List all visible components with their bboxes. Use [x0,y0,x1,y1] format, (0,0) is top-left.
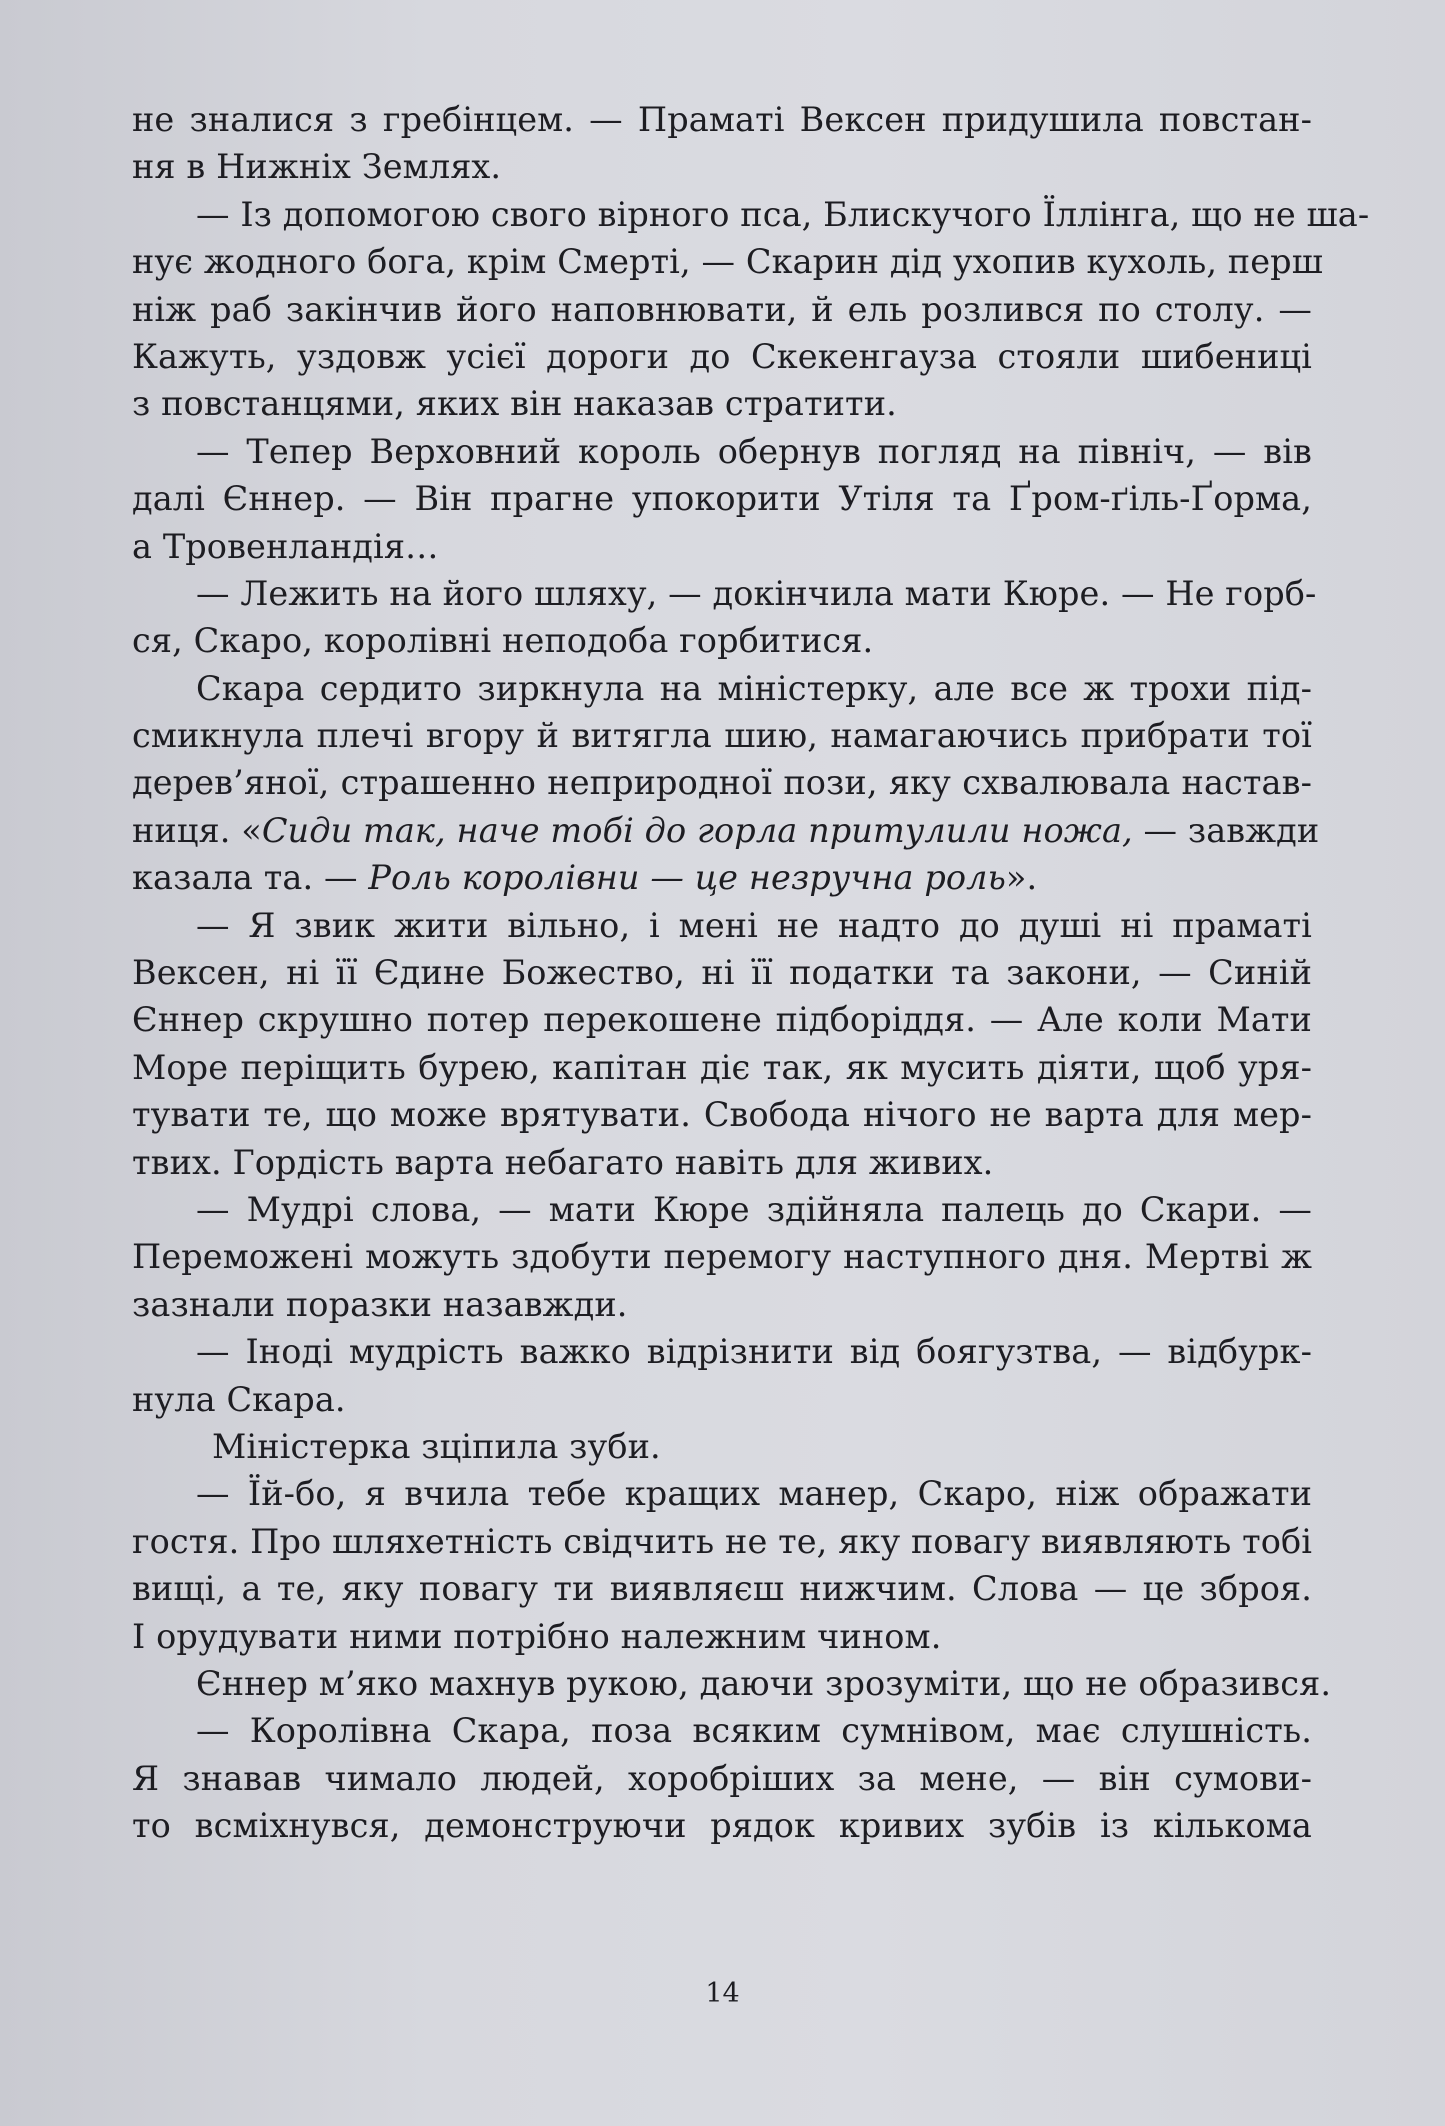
text-segment: — завжди [1132,810,1320,850]
text-line: — Лежить на його шляху, — докінчила мати Кюре. — Не горб- [196,573,1317,613]
text-line: — Мудрі слова, — мати Кюре здійняла палець до Скари. — [196,1189,1312,1229]
text-line: ня в Нижніх Землях. [132,147,502,187]
text-line [132,854,1312,901]
text-line: гостя. Про шляхетність свідчить не те, яку повагу виявляють тобі [132,1521,1313,1561]
text-line: ніж раб закінчив його наповнювати, й ель розлився по столу. — [132,289,1312,329]
body-text [132,96,1370,1849]
text-line: тувати те, що може врятувати. Свобода нічого не варта для мер- [132,1095,1312,1135]
text-line: — Іноді мудрість важко відрізнити від боягузтва, — відбурк- [196,1332,1312,1372]
text-line: — Із допомогою свого вірного пса, Блискучого Їллінга, що не ша- [196,194,1370,234]
text-line: Переможені можуть здобути перемогу наступного дня. Мертві ж [132,1237,1312,1277]
text-line: Єннер скрушно потер перекошене підборіддя. — Але коли Мати [132,1000,1312,1040]
text-line: з повстанцями, яких він наказав стратити. [132,384,897,424]
text-line: не зналися з гребінцем. — Праматі Вексен придушила повстан- [132,100,1312,139]
text-line: смикнула плечі вгору й витягла шию, намагаючись прибрати тої [132,716,1312,756]
text-line: Міністерка зціпила зуби. [212,1426,661,1466]
text-segment: ». [1005,858,1038,898]
text-line: — Їй-бо, я вчила тебе кращих манер, Скаро, ніж ображати [196,1474,1312,1514]
text-line: — Я звик жити вільно, і мені не надто до душі ні праматі [196,905,1312,945]
text-line: то всміхнувся, демонструючи рядок кривих зубів із кількома [132,1806,1312,1846]
text-line: далі Єннер. — Він прагне упокорити Утіля та Ґром-ґіль-Ґорма, [132,479,1312,519]
text-line: Я знавав чимало людей, хоробріших за мене, — він сумови- [132,1758,1312,1798]
text-line: зазнали поразки назавжди. [132,1284,628,1324]
italic-quote: Сиди так, наче тобі до горла притулили ножа, [261,810,1133,850]
text-line: Вексен, ні її Єдине Божество, ні її податки та закони, — Синій [132,953,1312,993]
text-line: вищі, а те, яку повагу ти виявляєш нижчим. Слова — це зброя. [132,1569,1312,1609]
page-number: 14 [705,1978,740,2009]
text-line: твих. Гордість варта небагато навіть для живих. [132,1142,994,1182]
text-line: — Королівна Скара, поза всяким сумнівом, має слушність. [196,1711,1312,1751]
text-line: Море періщить бурею, капітан діє так, як мусить діяти, щоб уря- [132,1047,1312,1087]
text-segment: казала та. — [132,858,369,898]
text-line: а Тровенландія… [132,526,439,566]
text-line: нує жодного бога, крім Смерті, — Скарин дід ухопив кухоль, перш [132,242,1323,282]
text-line: Кажуть, уздовж усієї дороги до Скекенгауза стояли шибениці [132,336,1312,376]
text-line: ся, Скаро, королівні неподоба горбитися. [132,621,874,661]
text-line: — Тепер Верховний король обернув погляд на північ, — вів [196,431,1312,471]
text-line: нула Скара. [132,1379,346,1419]
text-line: Скара сердито зиркнула на міністерку, але все ж трохи під- [196,668,1312,708]
text-line [132,807,1320,854]
text-segment: ниця. « [132,810,262,850]
text-line: І орудувати ними потрібно належним чином. [132,1616,942,1656]
text-line: дерев’яної, страшенно неприродної пози, яку схвалювала настав- [132,763,1312,803]
italic-quote: Роль королівни — це незручна роль [368,858,1006,898]
text-line: Єннер м’яко махнув рукою, даючи зрозуміти, що не образився. [196,1663,1332,1703]
